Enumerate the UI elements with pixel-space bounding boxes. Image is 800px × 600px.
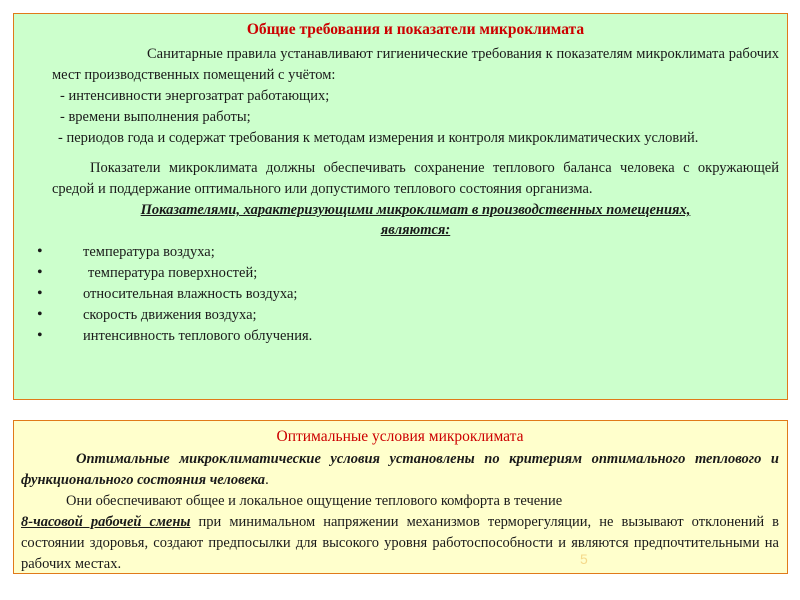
panel-title: Оптимальные условия микроклимата — [276, 428, 524, 445]
comfort-paragraph-lead: Они обеспечивают общее и локальное ощущение теплового комфорта в течение — [66, 493, 563, 509]
dash-item: - интенсивности энергозатрат работающих; — [60, 88, 330, 104]
indicators-list — [37, 242, 779, 347]
list-item-text: интенсивность теплового облучения. — [83, 328, 313, 344]
optimal-paragraph — [21, 449, 779, 491]
work-shift-text: 8-часовой рабочей смены — [21, 514, 191, 530]
list-item — [37, 263, 779, 284]
list-item — [37, 326, 779, 347]
list-item — [37, 305, 779, 326]
bullet-icon: • — [37, 327, 43, 344]
requirements-panel — [13, 13, 788, 400]
indicators-heading-line2: являются: — [380, 222, 451, 238]
list-item-text: скорость движения воздуха; — [83, 307, 257, 323]
bullet-icon: • — [37, 264, 43, 281]
bullet-icon: • — [37, 243, 43, 260]
list-item-text: температура поверхностей; — [88, 265, 258, 281]
dash-item: - времени выполнения работы; — [60, 109, 251, 125]
period: . — [265, 472, 269, 488]
list-item-text: температура воздуха; — [83, 244, 215, 260]
bullet-icon: • — [37, 285, 43, 302]
optimal-conditions-panel — [13, 420, 788, 574]
list-item — [37, 242, 779, 263]
list-item-text: относительная влажность воздуха; — [83, 286, 298, 302]
intro-paragraph: Санитарные правила устанавливают гигиенические требования к показателям микроклимата рабочих мест производственных помещений с учётом: — [52, 46, 779, 83]
comfort-text: при минимальном напряжении механизмов терморегуляции, не вызывают отклонений в состоянии здоровья, создают предпосылки для высокого уровня работоспособности и являются предпочтительными на рабочих местах. — [21, 514, 779, 572]
bullet-icon: • — [37, 306, 43, 323]
comfort-paragraph — [21, 512, 779, 575]
list-item — [37, 284, 779, 305]
page-number: 5 — [580, 551, 588, 567]
indicators-heading-line1: Показателями, характеризующими микроклимат в производственных помещениях, — [140, 202, 691, 218]
indicators-paragraph: Показатели микроклимата должны обеспечивать сохранение теплового баланса человека с окружающей средой и поддержание оптимального или допустимого теплового состояния организма. — [52, 160, 779, 197]
dash-item: - периодов года и содержат требования к методам измерения и контроля микроклиматических условий. — [58, 130, 699, 146]
optimal-criteria-text: Оптимальные микроклиматические условия установлены по критериям оптимального теплового и функционального состояния человека — [21, 451, 779, 488]
panel-title: Общие требования и показатели микроклимата — [246, 21, 585, 38]
indicators-heading — [52, 200, 779, 240]
